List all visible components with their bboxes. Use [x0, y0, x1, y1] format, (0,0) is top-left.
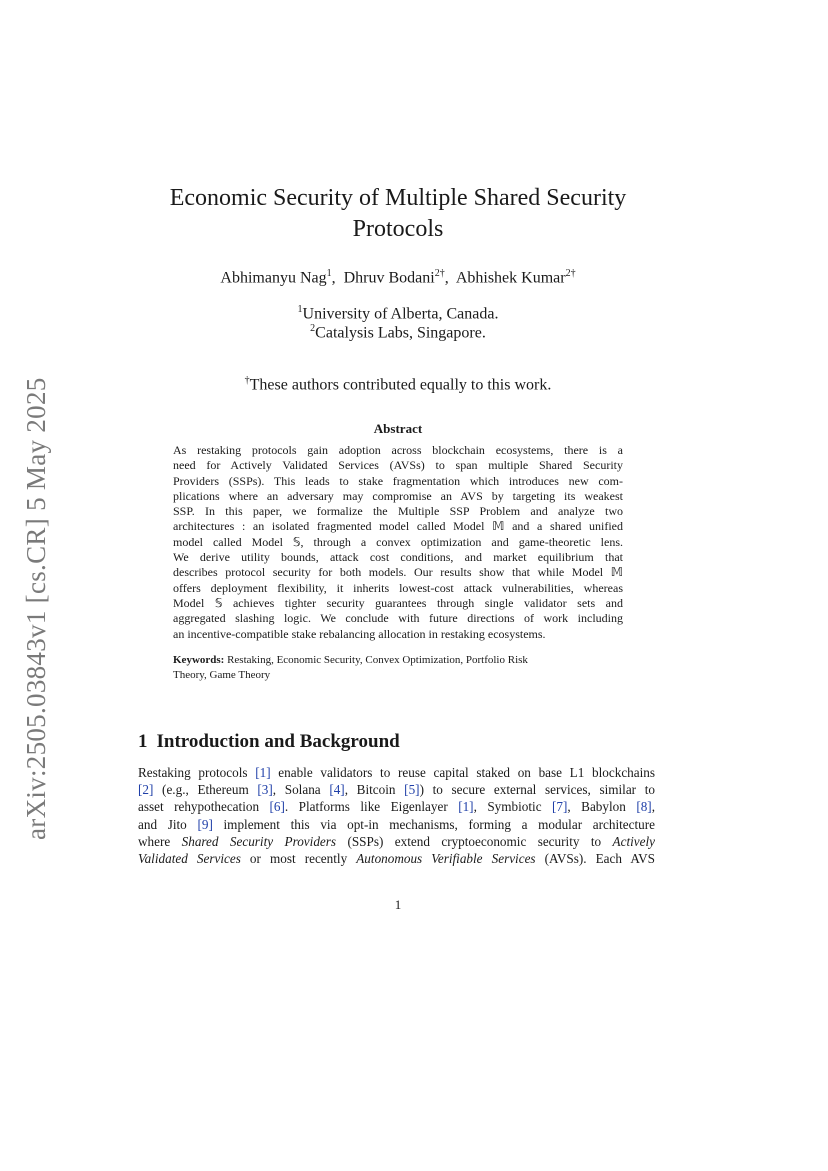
citation-link[interactable]: [1] — [255, 765, 271, 780]
abstract-line: Providers (SSPs). This leads to stake fragmentation which introduces new com- — [173, 473, 623, 488]
abstract-line: architectures : an isolated fragmented model called Model 𝕄 and a shared unified — [173, 519, 623, 534]
citation-link[interactable]: [8] — [636, 799, 652, 815]
emphasis-term: Autonomous Verifiable Services — [356, 851, 536, 867]
citation-link[interactable]: [5] — [404, 782, 420, 798]
body-line: Restaking protocols [1] enable validators to reuse capital staked on base L1 blockchains — [138, 765, 656, 780]
citation-link[interactable]: [3] — [257, 782, 273, 798]
section-title-text: Introduction and Background — [156, 731, 400, 752]
abstract-line: describes protocol security for both models. Our results show that while Model 𝕄 — [173, 565, 623, 580]
emphasis-term: Actively — [612, 833, 655, 849]
author-affiliation-mark: 2† — [565, 268, 576, 279]
abstract-line: offers deployment flexibility, it inherits lowest-cost attack vulnerabilities, whereas — [173, 580, 623, 595]
arxiv-identifier: arXiv:2505.03843v1 [cs.CR] 5 May 2025 — [21, 377, 51, 840]
citation-link[interactable]: [7] — [552, 799, 568, 815]
affiliation-text: University of Alberta, Canada. — [302, 305, 499, 323]
page-number: 1 — [394, 897, 402, 912]
keywords-list: Restaking, Economic Security, Convex Optimization, Portfolio Risk — [227, 654, 528, 666]
author-name: Dhruv Bodani — [343, 269, 435, 287]
dagger-mark: † — [244, 375, 250, 386]
affiliation-mark: 2 — [310, 323, 316, 334]
keywords-label: Keywords: — [173, 654, 225, 666]
abstract-line: aggregated slashing logic. We conclude with future directions of work including — [173, 611, 623, 626]
abstract-line: Model 𝕊 achieves tighter security guarantees through single validator sets and — [173, 595, 623, 610]
emphasis-term: Validated Services — [138, 851, 241, 867]
equal-contribution-text: These authors contributed equally to this work. — [249, 376, 552, 394]
citation-link[interactable]: [6] — [269, 799, 285, 815]
keywords-list-continued: Theory, Game Theory — [173, 669, 271, 681]
author-name: Abhishek Kumar — [455, 269, 566, 287]
affiliation-mark: 1 — [297, 304, 303, 315]
keywords — [173, 653, 623, 683]
section-heading — [138, 731, 400, 753]
author-affiliation-mark: 2† — [434, 268, 445, 279]
author-list: Abhimanyu Nag$^1$, Dhruv Bodani$^{2\dagger}$, Abhishek Kumar$^{2\dagger}$ — [220, 268, 576, 287]
section-number: 1 — [138, 731, 148, 752]
author-affiliation-mark: 1 — [326, 268, 332, 279]
abstract-heading: Abstract — [373, 421, 423, 436]
body-line: where Shared Security Providers (SSPs) extend cryptoeconomic security to Actively — [138, 833, 655, 849]
citation-link[interactable]: [2] — [138, 782, 154, 798]
body-line: [2] (e.g., Ethereum [3], Solana [4], Bitcoin [5]) to secure external services, similar to — [138, 782, 655, 798]
abstract-line: As restaking protocols gain adoption across blockchain ecosystems, there is a — [173, 443, 623, 457]
body-line: Validated Services or most recently Autonomous Verifiable Services (AVSs). Each AVS — [138, 851, 655, 867]
abstract-body — [173, 443, 623, 642]
abstract-line: model called Model 𝕊, through a convex optimization and game-theoretic lens. — [173, 534, 623, 549]
abstract-line: We derive utility bounds, attack cost conditions, and market equilibrium that — [173, 550, 623, 565]
abstract-line: SSP. In this paper, we formalize the Multiple SSP Problem and analyze two — [173, 504, 623, 519]
citation-link[interactable]: [1] — [458, 799, 474, 815]
abstract-line: need for Actively Validated Services (AVSs) to span multiple Shared Security — [173, 458, 623, 473]
abstract-line: an incentive-compatible stake rebalancing allocation in restaking ecosystems. — [173, 626, 546, 641]
section-body — [138, 764, 655, 867]
citation-link[interactable]: [9] — [197, 816, 213, 832]
affiliation-text: Catalysis Labs, Singapore. — [315, 324, 486, 342]
author-name: Abhimanyu Nag — [220, 269, 327, 287]
abstract-line: plications where an adversary may compromise an AVS by targeting its weakest — [173, 488, 623, 503]
body-line: and Jito [9] implement this via opt-in mechanisms, forming a modular architecture — [138, 816, 655, 832]
paper-title: Economic Security of Multiple Shared Security Protocols — [169, 185, 627, 242]
emphasis-term: Shared Security Providers — [181, 833, 337, 849]
equal-contribution-note — [140, 371, 656, 394]
citation-link[interactable]: [4] — [329, 782, 345, 798]
affiliation — [140, 319, 656, 342]
body-line: asset rehypothecation [6]. Platforms like Eigenlayer [1], Symbiotic [7], Babylon [8], — [138, 799, 655, 815]
